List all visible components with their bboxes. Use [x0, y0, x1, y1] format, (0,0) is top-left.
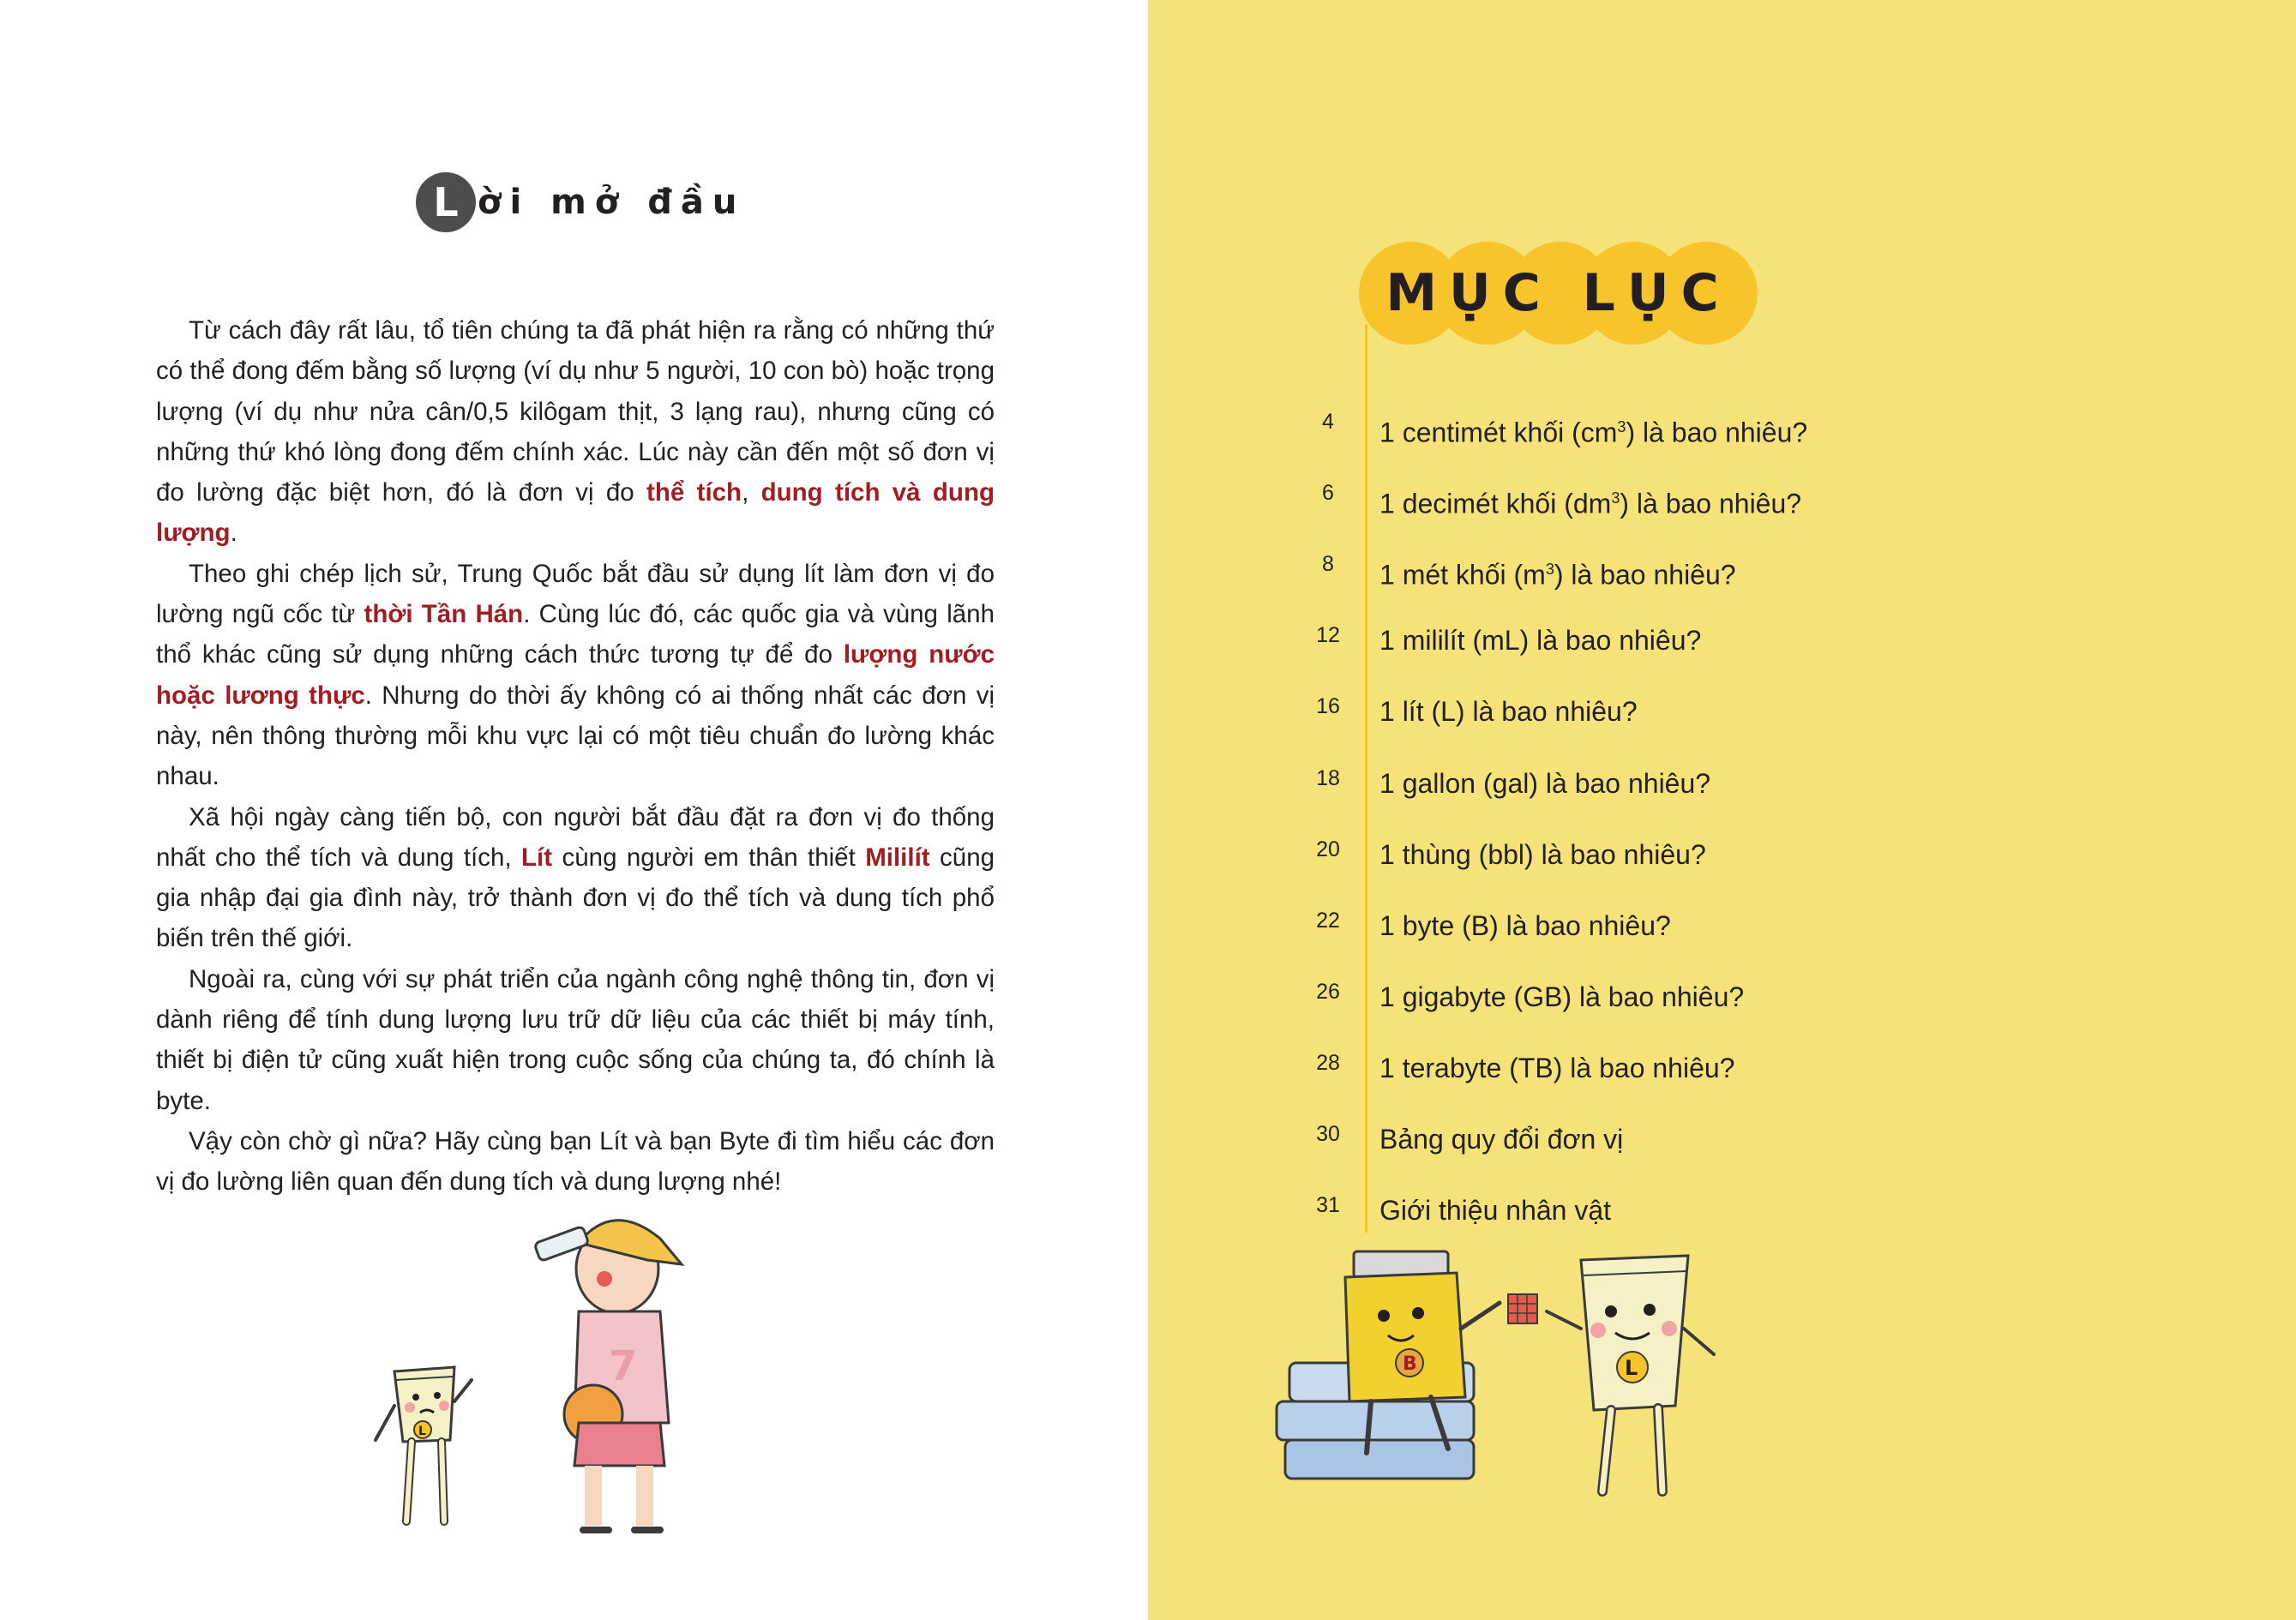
- toc-item[interactable]: [1302, 1113, 2074, 1165]
- body-text: ,: [742, 478, 761, 507]
- toc-page-number: 4: [1322, 410, 1334, 434]
- intro-paragraph: [156, 554, 995, 797]
- toc-page-number: 8: [1322, 552, 1334, 576]
- body-text: Ngoài ra, cùng với sự phát triển của ngành công nghệ thông tin, đơn vị dành riêng để tính dung lượng lưu trữ dữ liệu của các thiết bị máy tính, thiết bị điện tử cũng xuất hiện trong cuộc sống của chúng ta, đó chính là byte.: [156, 964, 995, 1115]
- byte-and-lit-illustration: [1251, 1234, 2048, 1517]
- highlight-term: dung tích và dung lượng: [156, 478, 995, 548]
- body-text: Theo ghi chép lịch sử, Trung Quốc bắt đầu sử dụng lít làm đơn vị đo lường ngũ cốc từ: [156, 559, 995, 629]
- toc-page-number: 31: [1316, 1193, 1340, 1217]
- body-text: . Cùng lúc đó, các quốc gia và vùng lãnh thổ khác cũng sử dụng những cách thức tương tự để đo: [156, 600, 995, 669]
- highlight-term: thể tích: [646, 478, 742, 507]
- svg-text:B: B: [1403, 1353, 1417, 1375]
- toc-title-badge: [1359, 242, 1758, 345]
- toc-item[interactable]: [1302, 401, 2074, 453]
- toc-page-number: 22: [1316, 909, 1340, 933]
- highlight-term: thời Tần Hán: [364, 600, 524, 629]
- toc-entry-title: 1 thùng (bbl) là bao nhiêu?: [1379, 839, 1706, 870]
- toc-item[interactable]: [1302, 686, 2074, 737]
- right-page: [1148, 0, 2296, 1620]
- body-text: Từ cách đây rất lâu, tổ tiên chúng ta đã phát hiện ra rằng có những thứ có thể đong đếm bằng số lượng (ví dụ như 5 người, 10 con bò) hoặc trọng lượng (ví dụ như nửa cân/0,5 kilôgam thịt, 3 lạng rau), nhưng cũng có những thứ khó lòng đong đếm chính xác. Lúc này cần đến một số đơn vị đo lường đặc biệt hơn, đó là đơn vị đo: [156, 316, 995, 507]
- page-heading: [416, 171, 745, 233]
- toc-entry-title: 1 terabyte (TB) là bao nhiêu?: [1379, 1053, 1735, 1083]
- toc-item[interactable]: [1302, 472, 2074, 524]
- toc-entry-title: 1 mililít (mL) là bao nhiêu?: [1379, 625, 1702, 656]
- highlight-term: lượng nước hoặc lương thực: [156, 640, 995, 710]
- toc-page-number: 26: [1316, 980, 1340, 1004]
- toc-entry-title: 1 gigabyte (GB) là bao nhiêu?: [1379, 981, 1745, 1012]
- toc-page-number: 18: [1316, 766, 1340, 790]
- body-text: cùng người em thân thiết: [552, 843, 866, 872]
- intro-paragraph: [156, 797, 995, 959]
- svg-text:L: L: [1625, 1356, 1638, 1380]
- intro-paragraph: [156, 1121, 995, 1203]
- toc-page-number: 20: [1316, 837, 1340, 861]
- toc-page-number: 12: [1316, 623, 1340, 647]
- toc-item[interactable]: [1302, 1042, 2074, 1094]
- boy-and-lit-illustration: [369, 1209, 729, 1551]
- highlight-term: Lít: [521, 843, 553, 872]
- toc-item[interactable]: [1302, 829, 2074, 880]
- body-text: . Nhưng do thời ấy không có ai thống nhất các đơn vị này, nên thông thường mỗi khu vực lại có một tiêu chuẩn đo lường khác nhau.: [156, 681, 995, 791]
- toc-entry-title: 1 lít (L) là bao nhiêu?: [1379, 696, 1638, 727]
- toc-item[interactable]: [1302, 1185, 2074, 1236]
- toc-entry-title: Giới thiệu nhân vật: [1379, 1195, 1612, 1226]
- body-text: Vậy còn chờ gì nữa? Hãy cùng bạn Lít và bạn Byte đi tìm hiểu các đơn vị đo lường liên quan đến dung tích và dung lượng nhé!: [156, 1126, 995, 1197]
- toc-page-number: 6: [1322, 481, 1334, 505]
- highlight-term: Mililít: [865, 843, 930, 872]
- boy-character: [534, 1221, 682, 1530]
- lit-character-small: [376, 1367, 472, 1521]
- toc-page-number: 30: [1316, 1122, 1340, 1146]
- toc-entry-title: 1 gallon (gal) là bao nhiêu?: [1379, 768, 1711, 799]
- intro-paragraph: [156, 959, 995, 1121]
- toc-page-number: 16: [1316, 694, 1340, 718]
- heading-drop-cap: L: [416, 172, 476, 232]
- rubik-cube: [1508, 1294, 1537, 1323]
- toc-entry-title: 1 mét khối $(m^3)$ là bao nhiêu?: [1379, 559, 1736, 591]
- toc-item[interactable]: [1302, 900, 2074, 951]
- toc-item[interactable]: [1302, 543, 2074, 595]
- toc-entry-title: 1 centimét khối $(cm^3)$ là bao nhiêu?: [1379, 417, 1808, 448]
- toc-item[interactable]: [1302, 758, 2074, 809]
- toc-entry-title: Bảng quy đổi đơn vị: [1379, 1124, 1624, 1155]
- toc-item[interactable]: [1302, 615, 2074, 666]
- intro-text: [156, 310, 995, 1203]
- body-text: .: [230, 519, 237, 548]
- toc-entry-title: 1 decimét khối $(dm^3)$ là bao nhiêu?: [1379, 488, 1802, 519]
- svg-text:L: L: [418, 1425, 426, 1438]
- lit-character-large: [1547, 1256, 1714, 1491]
- toc-page-number: 28: [1316, 1051, 1340, 1075]
- body-text: cũng gia nhập đại gia đình này, trở thành đơn vị đo thể tích và dung tích phổ biến trên thế giới.: [156, 843, 995, 953]
- toc-item[interactable]: [1302, 971, 2074, 1023]
- body-text: Xã hội ngày càng tiến bộ, con người bắt đầu đặt ra đơn vị đo thống nhất cho thể tích và dung tích,: [156, 802, 995, 872]
- toc-title: MỤC LỤC: [1385, 263, 1731, 323]
- toc-entry-title: 1 byte (B) là bao nhiêu?: [1379, 910, 1671, 941]
- svg-text:7: 7: [609, 1342, 638, 1390]
- intro-paragraph: [156, 310, 995, 554]
- heading-text: ời mở đầu: [478, 183, 746, 222]
